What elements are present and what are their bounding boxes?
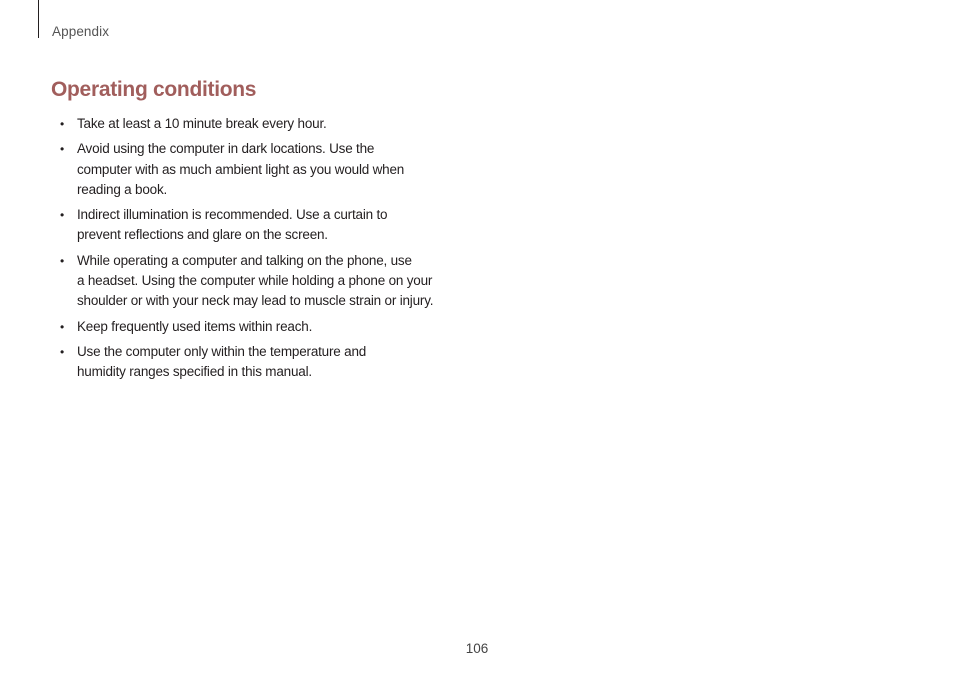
bullet-icon: • bbox=[60, 142, 65, 157]
list-item-line: Keep frequently used items within reach. bbox=[77, 318, 313, 334]
bullet-list bbox=[60, 114, 480, 388]
list-item bbox=[60, 205, 480, 246]
bullet-icon: • bbox=[60, 344, 65, 359]
section-label: Appendix bbox=[52, 24, 110, 39]
list-item-line: reading a book. bbox=[77, 181, 168, 197]
list-item bbox=[60, 251, 480, 312]
header-divider bbox=[38, 0, 39, 38]
list-item-line: Avoid using the computer in dark locations. Use the bbox=[77, 141, 375, 157]
list-item-line: Take at least a 10 minute break every hour. bbox=[77, 116, 327, 131]
bullet-icon: • bbox=[60, 253, 65, 268]
bullet-icon: • bbox=[60, 319, 65, 334]
list-item bbox=[60, 317, 480, 337]
page-title: Operating conditions bbox=[51, 78, 257, 101]
bullet-icon: • bbox=[60, 117, 65, 131]
list-item bbox=[60, 342, 480, 383]
list-item-line: Indirect illumination is recommended. Use a curtain to bbox=[77, 207, 388, 223]
list-item-line: computer with as much ambient light as you would when bbox=[77, 161, 405, 177]
list-item bbox=[60, 114, 480, 134]
list-item-line: Use the computer only within the temperature and bbox=[77, 343, 367, 359]
list-item-line: While operating a computer and talking on the phone, use bbox=[77, 252, 412, 268]
list-item-line: shoulder or with your neck may lead to muscle strain or injury. bbox=[77, 293, 434, 309]
list-item-line: a headset. Using the computer while holding a phone on your bbox=[77, 273, 433, 289]
list-item-line: prevent reflections and glare on the screen. bbox=[77, 227, 328, 243]
list-item-line: humidity ranges specified in this manual. bbox=[77, 364, 312, 380]
list-item bbox=[60, 139, 480, 200]
bullet-icon: • bbox=[60, 208, 65, 223]
page-number: 106 bbox=[465, 641, 489, 656]
